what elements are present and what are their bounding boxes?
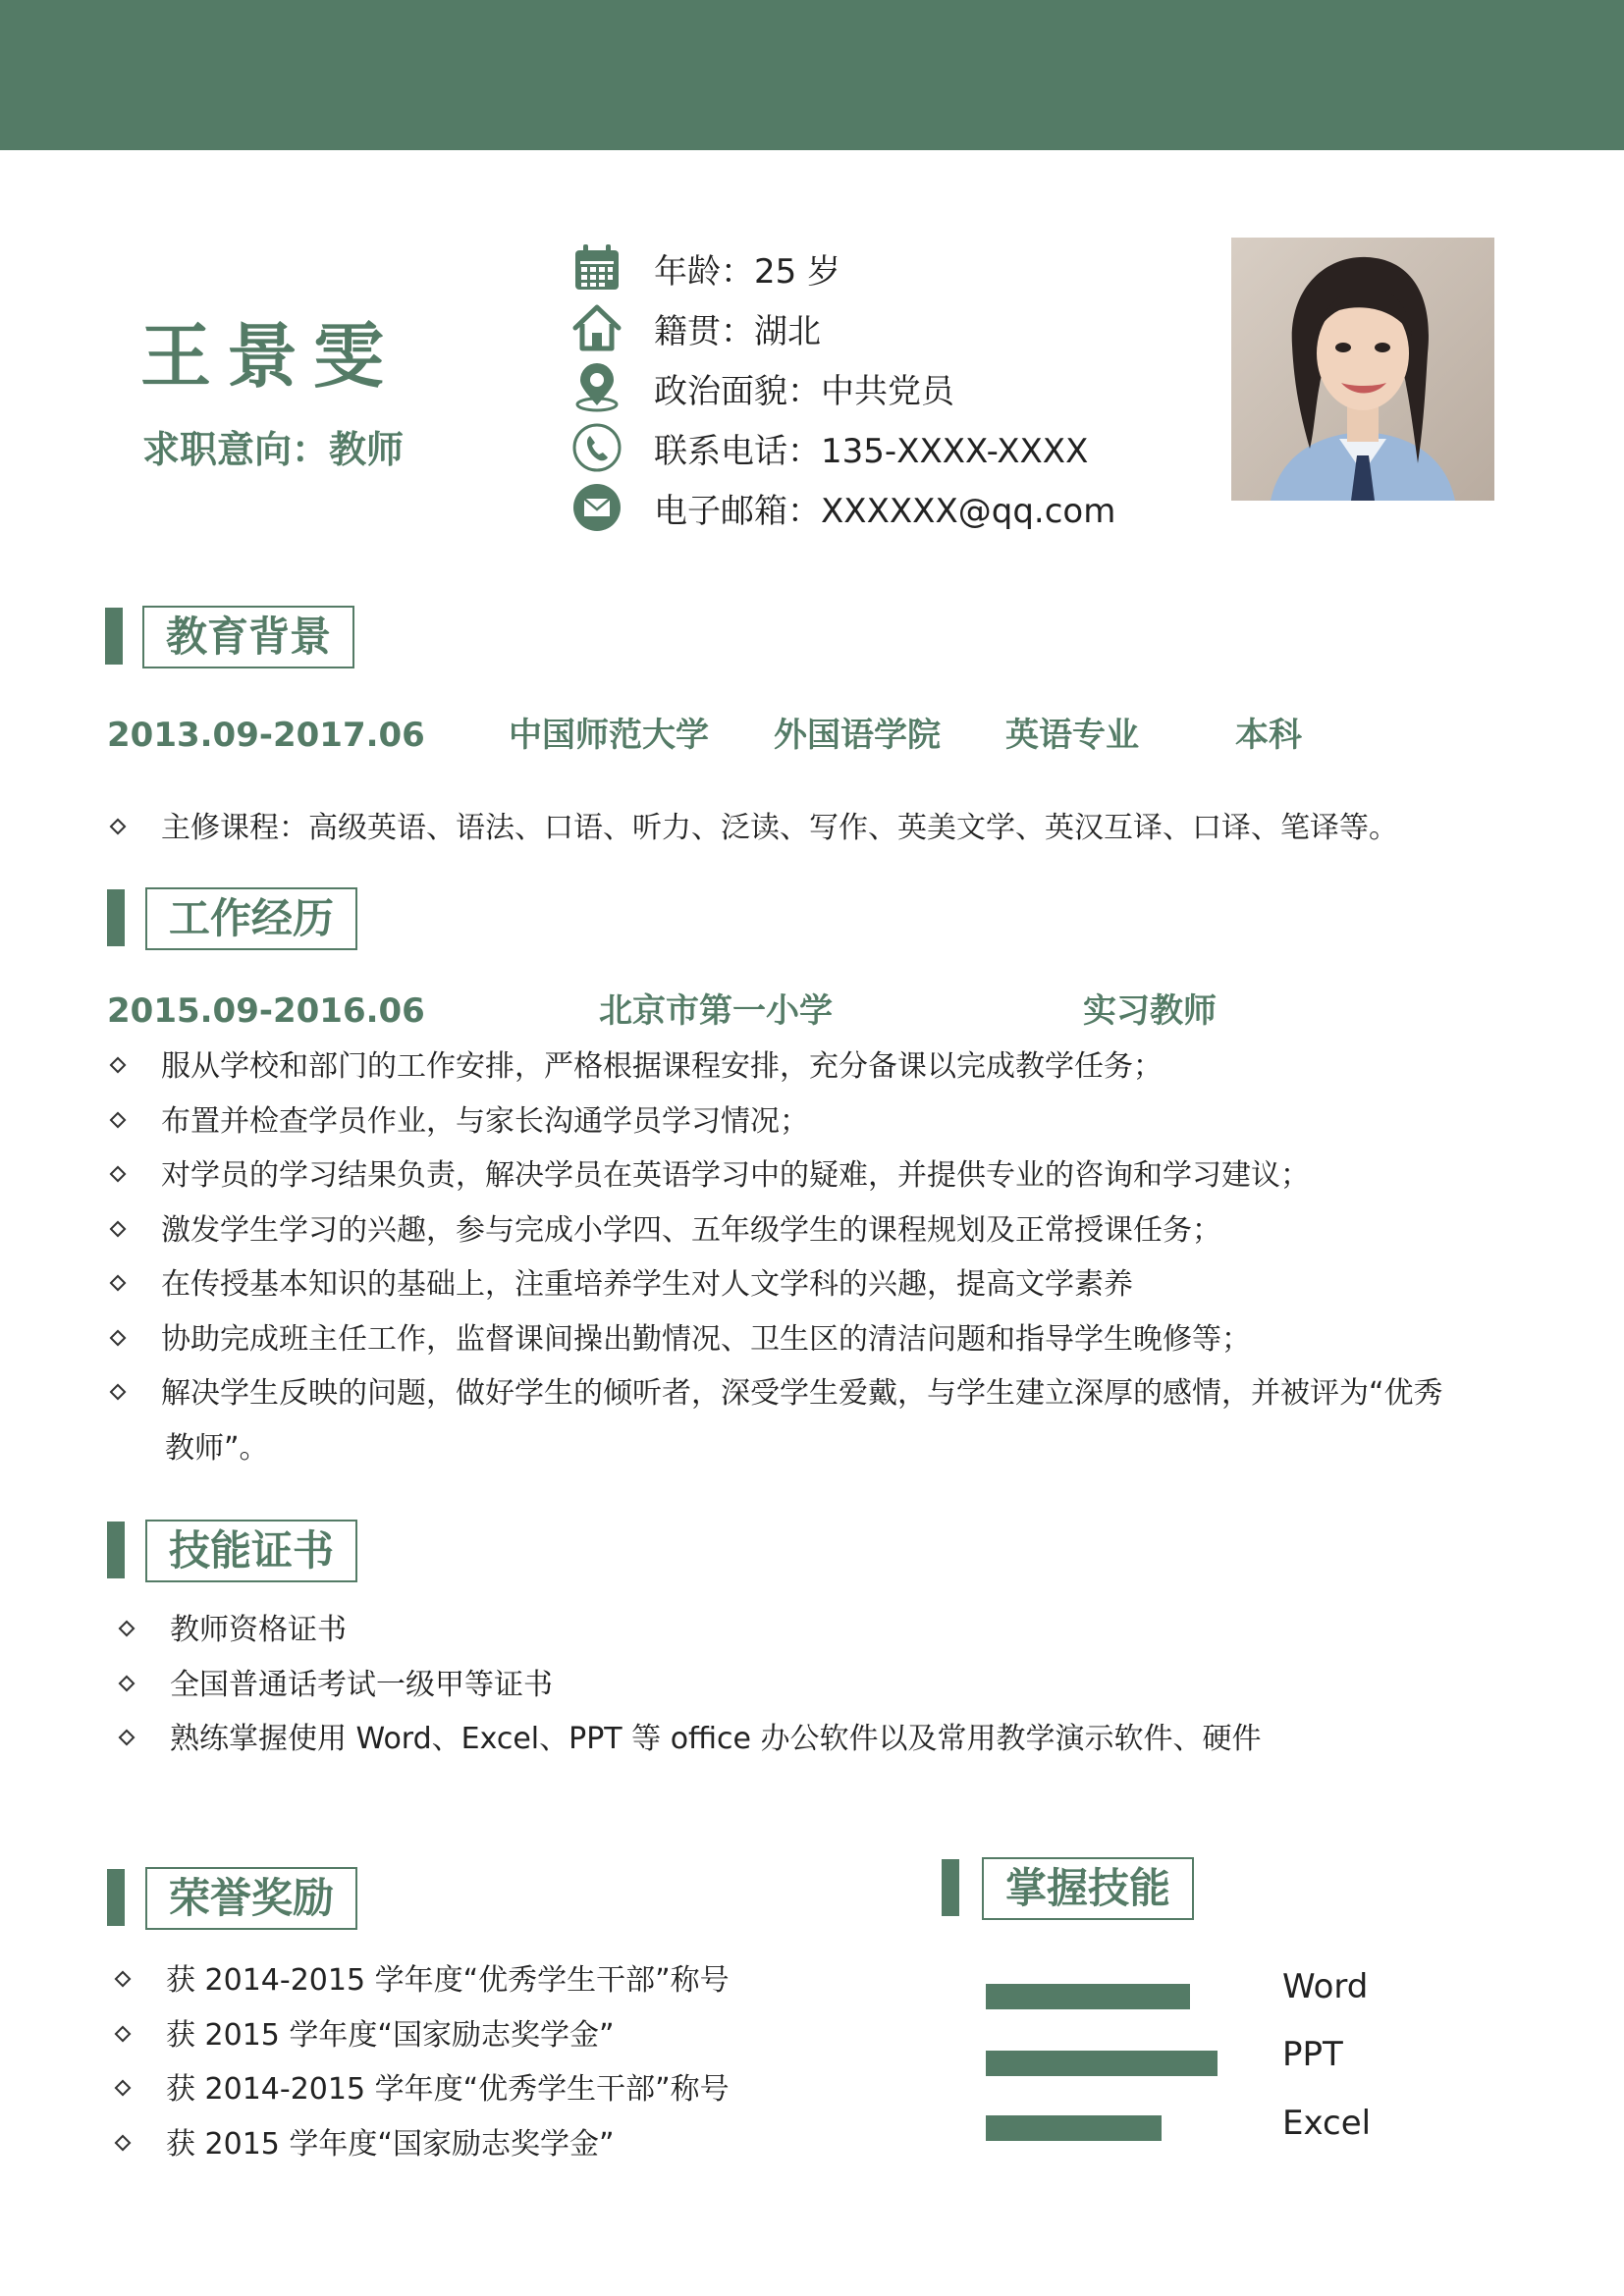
email-icon: [569, 480, 624, 535]
honors-marker: [107, 1869, 125, 1926]
header-bar: [0, 0, 1624, 150]
education-school: 中国师范大学: [509, 716, 709, 755]
courses-text: 主修课程：高级英语、语法、口语、听力、泛读、写作、英美文学、英汉互译、口译、笔译等。: [161, 811, 1398, 845]
profile-photo: [1231, 238, 1494, 501]
phone-icon: [569, 420, 624, 475]
skill-bar-word: [986, 1984, 1190, 2009]
info-political: [569, 360, 1257, 415]
job-intent: 求职意向：教师: [142, 428, 405, 471]
work-company: 北京市第一小学: [599, 991, 833, 1031]
info-hometown: [569, 300, 1257, 355]
skills-marker: [942, 1859, 959, 1916]
honors-title: 荣誉奖励: [145, 1867, 357, 1930]
info-phone: [569, 420, 1257, 475]
list-item: 全国普通话考试一级甲等证书: [121, 1658, 1495, 1713]
certificates-title: 技能证书: [145, 1520, 357, 1582]
phone-text: 联系电话：135-XXXX-XXXX: [654, 431, 1089, 471]
list-item: 在传授基本知识的基础上，注重培养学生对人文学科的兴趣，提高文学素养: [112, 1257, 1545, 1312]
education-degree: 本科: [1235, 716, 1302, 755]
education-college: 外国语学院: [774, 716, 941, 755]
hometown-text: 籍贯：湖北: [654, 311, 821, 351]
political-text: 政治面貌：中共党员: [654, 371, 954, 411]
skill-label-ppt: PPT: [1282, 2035, 1343, 2074]
education-marker: [105, 608, 123, 665]
list-item: 解决学生反映的问题，做好学生的倾听者，深受学生爱戴，与学生建立深厚的感情，并被评为“优秀: [112, 1366, 1545, 1421]
work-title: 工作经历: [145, 887, 357, 950]
work-role: 实习教师: [1083, 991, 1217, 1031]
calendar-icon: [569, 240, 624, 295]
age-text: 年龄：25 岁: [654, 251, 841, 292]
info-age: [569, 240, 1257, 295]
list-item: 获 2014-2015 学年度“优秀学生干部”称号: [117, 1953, 961, 2008]
skill-bar-excel: [986, 2115, 1162, 2141]
education-title: 教育背景: [142, 606, 354, 668]
skill-bar-ppt: [986, 2051, 1218, 2076]
list-item: 教师资格证书: [121, 1603, 1495, 1658]
info-email: [569, 480, 1257, 535]
list-item: 布置并检查学员作业，与家长沟通学员学习情况；: [112, 1095, 1545, 1149]
list-item: 获 2015 学年度“国家励志奖学金”: [117, 2008, 961, 2063]
education-major: 英语专业: [1005, 716, 1139, 755]
skills-title: 掌握技能: [982, 1857, 1194, 1920]
list-item: 获 2014-2015 学年度“优秀学生干部”称号: [117, 2062, 961, 2117]
certificates-marker: [107, 1522, 125, 1578]
list-item: 对学员的学习结果负责，解决学员在英语学习中的疑难，并提供专业的咨询和学习建议；: [112, 1148, 1545, 1203]
work-list: [112, 1040, 1545, 1421]
list-item: 协助完成班主任工作，监督课间操出勤情况、卫生区的清洁问题和指导学生晚修等；: [112, 1312, 1545, 1367]
skill-label-word: Word: [1282, 1967, 1369, 2006]
list-item: 熟练掌握使用 Word、Excel、PPT 等 office 办公软件以及常用教学演示软件、硬件: [121, 1712, 1495, 1767]
work-period: 2015.09-2016.06: [107, 991, 425, 1031]
work-marker: [107, 889, 125, 946]
certificates-list: [121, 1603, 1495, 1767]
list-item: 服从学校和部门的工作安排，严格根据课程安排，充分备课以完成教学任务；: [112, 1040, 1545, 1095]
email-text: 电子邮箱：XXXXXX@qq.com: [654, 491, 1116, 531]
home-icon: [569, 300, 624, 355]
list-item: 获 2015 学年度“国家励志奖学金”: [117, 2117, 961, 2172]
list-item: 激发学生学习的兴趣，参与完成小学四、五年级学生的课程规划及正常授课任务；: [112, 1203, 1545, 1258]
education-period: 2013.09-2017.06: [107, 716, 425, 755]
skill-label-excel: Excel: [1282, 2104, 1372, 2143]
work-item-continuation: 教师”。: [165, 1431, 269, 1466]
candidate-name: 王景雯: [140, 315, 401, 398]
honors-list: [117, 1953, 961, 2171]
location-pin-icon: [569, 360, 624, 415]
